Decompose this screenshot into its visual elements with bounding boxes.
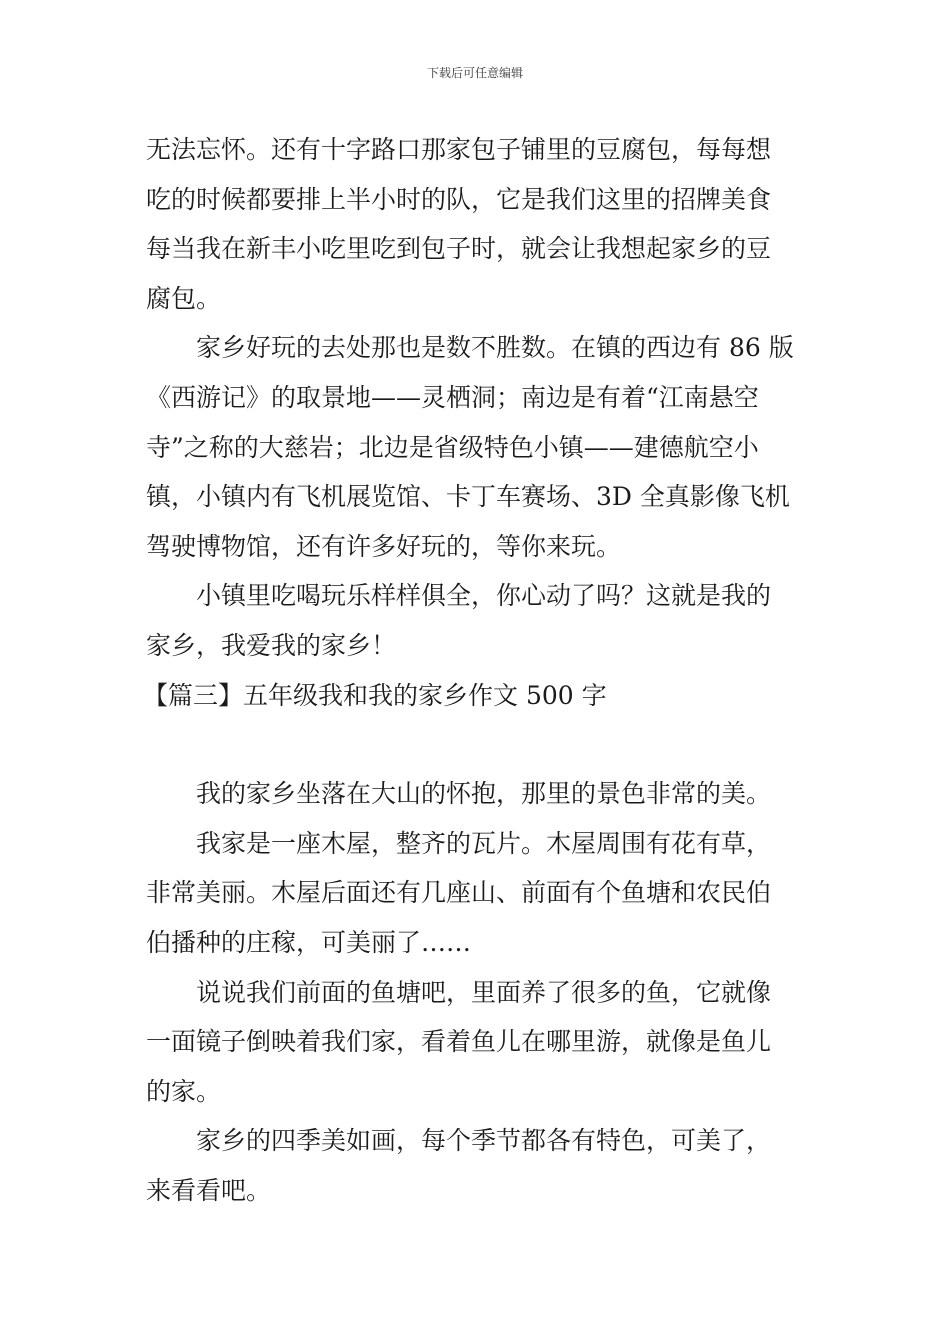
text-line: 伯播种的庄稼，可美丽了…… — [146, 927, 472, 957]
paragraph-start-line: 我的家乡坐落在大山的怀抱，那里的景色非常的美。 — [196, 779, 772, 809]
text-line: 来看看吧。 — [146, 1175, 272, 1205]
text-line: 每当我在新丰小吃里吃到包子时，就会让我想起家乡的豆 — [146, 234, 772, 264]
paragraph-start-line: 家乡好玩的去处那也是数不胜数。在镇的西边有 86 版 — [196, 333, 794, 363]
blank-line — [146, 720, 806, 769]
text-line: 腐包。 — [146, 283, 222, 313]
paragraph-start-line: 我家是一座木屋，整齐的瓦片。木屋周围有花有草， — [196, 828, 772, 858]
paragraph-start-line: 说说我们前面的鱼塘吧，里面养了很多的鱼，它就像 — [196, 977, 772, 1007]
text-line: 镇，小镇内有飞机展览馆、卡丁车赛场、3D 全真影像飞机 — [146, 482, 790, 512]
text-line: 驾驶博物馆，还有许多好玩的，等你来玩。 — [146, 531, 622, 561]
text-line: 寺”之称的大慈岩；北边是省级特色小镇——建德航空小 — [146, 432, 759, 462]
text-line: 吃的时候都要排上半小时的队，它是我们这里的招牌美食 — [146, 184, 772, 214]
paragraph-start-line: 小镇里吃喝玩乐样样俱全，你心动了吗？这就是我的 — [196, 581, 772, 611]
text-line: 的家。 — [146, 1076, 222, 1106]
text-line: 非常美丽。木屋后面还有几座山、前面有个鱼塘和农民伯 — [146, 878, 772, 908]
text-line: 一面镜子倒映着我们家，看着鱼儿在哪里游，就像是鱼儿 — [146, 1027, 772, 1057]
page-header: 下载后可任意编辑 — [426, 66, 523, 80]
text-line: 家乡，我爱我的家乡！ — [146, 630, 397, 660]
text-line: 《西游记》的取景地——灵栖洞；南边是有着“江南悬空 — [146, 382, 759, 412]
section-title: 【篇三】五年级我和我的家乡作文 500 字 — [143, 680, 607, 710]
paragraph-start-line: 家乡的四季美如画，每个季节都各有特色，可美了， — [196, 1126, 772, 1156]
document-body — [143, 125, 806, 1215]
text-line: 无法忘怀。还有十字路口那家包子铺里的豆腐包，每每想 — [146, 135, 772, 164]
